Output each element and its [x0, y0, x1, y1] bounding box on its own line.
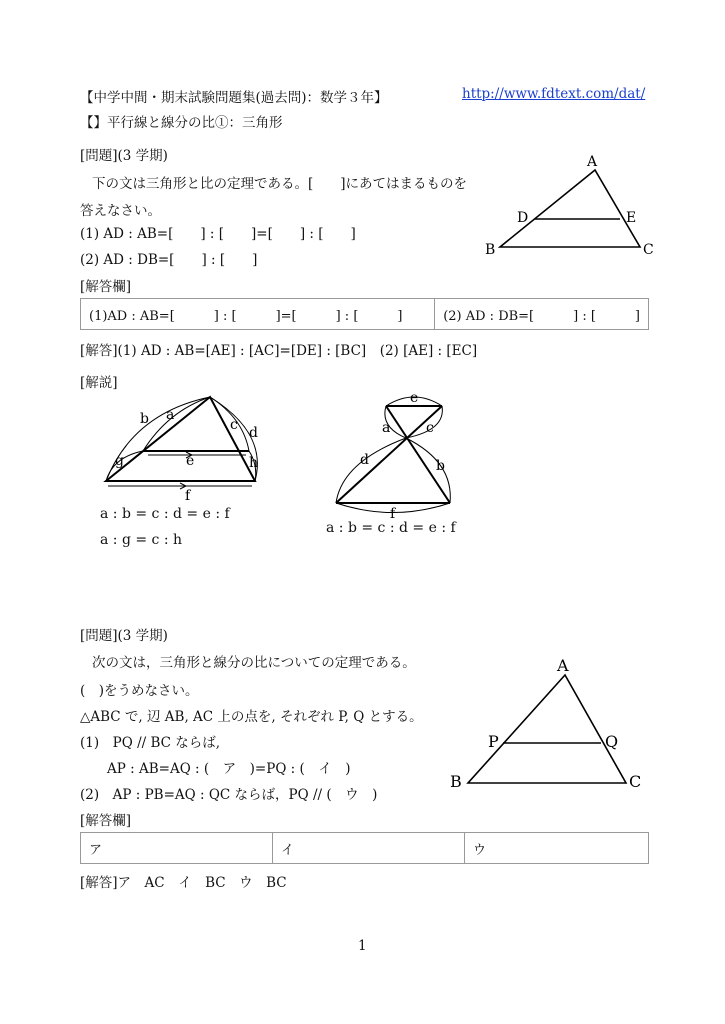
problem2-q2: (2) AP : PB=AQ : QC ならば，PQ // ( ウ ): [80, 787, 378, 803]
problem1-q2: (2) AD : DB=[ ] : [ ]: [80, 252, 258, 268]
fig2-label-a: a: [382, 420, 391, 436]
fig1-label-g: g: [115, 453, 124, 469]
fig1-label-c: c: [230, 417, 238, 433]
fig1-label-d: d: [249, 425, 258, 441]
label-d: D: [517, 210, 529, 226]
problem2-answer-label: [解答欄]: [80, 813, 132, 829]
fig2-label-d: d: [360, 452, 369, 468]
label-a: A: [587, 154, 598, 170]
fig2-label-f: f: [390, 506, 396, 522]
label-e: E: [626, 210, 637, 226]
label-a2: A: [557, 656, 569, 675]
label-c2: C: [629, 772, 642, 791]
header-url-link[interactable]: http://www.fdtext.com/dat/: [462, 86, 646, 102]
fig1-triangle: [106, 397, 255, 481]
problem1-tag: [問題](3 学期): [80, 148, 168, 164]
fig1-label-a: a: [166, 407, 175, 423]
label-p: P: [488, 732, 499, 751]
fig2-ratio: a : b = c : d = e : f: [326, 520, 456, 536]
explanation-figure-2: [330, 392, 480, 522]
fig2-label-c: c: [426, 420, 434, 436]
answer-cell-i[interactable]: イ: [273, 833, 465, 864]
fig2-label-b: b: [436, 458, 445, 474]
problem1-answer: [解答](1) AD : AB=[AE] : [AC]=[DE] : [BC] (2) [AE] : [EC]: [80, 343, 478, 359]
fig1-label-b: b: [140, 411, 149, 427]
problem2-answer: [解答]ア AC イ BC ウ BC: [80, 875, 287, 891]
answer-cell-a[interactable]: ア: [81, 833, 273, 864]
label-q: Q: [605, 732, 619, 751]
answer-cell-2[interactable]: (2) AD : DB=[ ] : [ ]: [435, 299, 649, 330]
problem1-answer-label: [解答欄]: [80, 279, 132, 295]
triangle-figure-1: [485, 150, 654, 260]
topic-title: 【】平行線と線分の比①：三角形: [80, 115, 283, 131]
triangle-abc: [500, 170, 640, 247]
problem1-line2: 答えなさい。: [80, 203, 161, 219]
header-title: 【中学中間・期末試験問題集(過去問)：数学３年】: [80, 90, 388, 106]
problem2-answer-table: [80, 832, 649, 864]
triangle-abc-2: [468, 675, 626, 783]
problem2-q1: (1) PQ // BC ならば,: [80, 735, 221, 751]
fig1-label-f: f: [185, 488, 191, 504]
problem2-line3: △ABC で, 辺 AB, AC 上の点を, それぞれ P, Q とする。: [80, 709, 423, 725]
fig2-cross-1: [386, 406, 450, 503]
fig1-label-e: e: [186, 453, 195, 469]
page-number: 1: [358, 938, 367, 954]
label-b: B: [485, 242, 496, 258]
problem2-line1: 次の文は，三角形と線分の比についての定理である。: [92, 655, 416, 671]
problem2-q1b: AP : AB=AQ : ( ア )=PQ : ( イ ): [107, 761, 351, 777]
fig1-label-h: h: [249, 455, 259, 471]
problem1-line1: 下の文は三角形と比の定理である。[ ]にあてはまるものを: [92, 176, 468, 192]
problem1-q1: (1) AD : AB=[ ] : [ ]=[ ] : [ ]: [80, 226, 356, 242]
label-b2: B: [450, 772, 462, 791]
problem2-line2: ( )をうめなさい。: [80, 683, 199, 699]
fig1-ratio-2: a : g = c : h: [100, 532, 183, 548]
fig1-ratio-1: a : b = c : d = e : f: [100, 506, 230, 522]
label-c: C: [643, 242, 654, 258]
explanation-label: [解説]: [80, 375, 118, 391]
answer-cell-1[interactable]: (1)AD : AB=[ ] : [ ]=[ ] : [ ]: [81, 299, 435, 330]
explanation-figure-1: [98, 393, 268, 503]
problem1-answer-table: [80, 298, 649, 330]
fig2-label-e: e: [410, 390, 419, 406]
answer-cell-u[interactable]: ウ: [465, 833, 649, 864]
problem2-tag: [問題](3 学期): [80, 628, 168, 644]
triangle-figure-2: [448, 655, 648, 790]
